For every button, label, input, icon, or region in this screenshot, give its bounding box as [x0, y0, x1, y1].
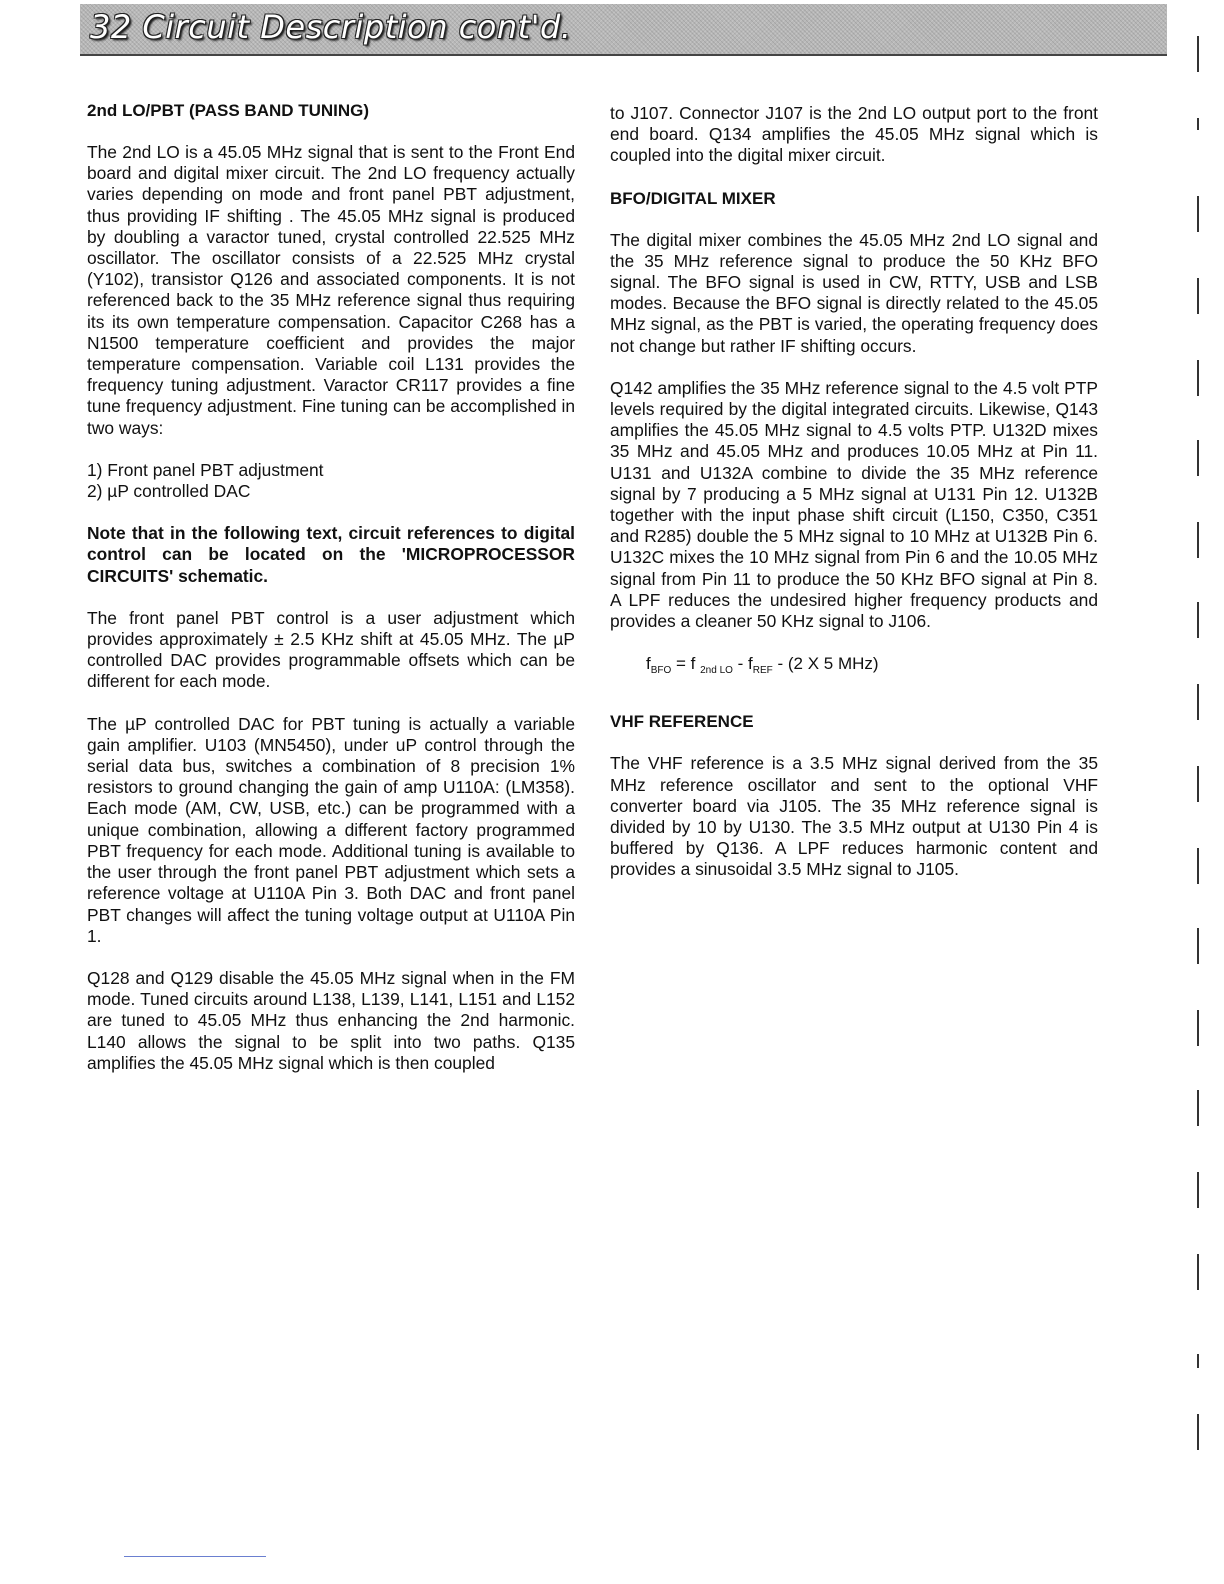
margin-scan-mark: [1197, 1172, 1199, 1208]
paragraph: to J107. Connector J107 is the 2nd LO output port to the front end board. Q134 amplifies the 45.05 MHz signal which is coupled into the digital mixer circuit.: [610, 103, 1098, 166]
paragraph: The front panel PBT control is a user adjustment which provides approximately ± 2.5 KHz shift at 45.05 MHz. The µP controlled DAC provides programmable offsets which can be different for each mode.: [87, 607, 575, 692]
paragraph: The VHF reference is a 3.5 MHz signal derived from the 35 MHz reference oscillator and sent to the optional VHF converter board via J105. The 35 MHz reference signal is divided by 10 by U130. The 3.5 MHz output at U130 Pin 4 is buffered by Q136. A LPF reduces harmonic content and provides a sinusoidal 3.5 MHz signal to J105.: [610, 753, 1098, 880]
margin-scan-mark: [1197, 360, 1199, 396]
list-item: 2) µP controlled DAC: [87, 481, 251, 502]
paragraph: The µP controlled DAC for PBT tuning is actually a variable gain amplifier. U103 (MN5450), under uP control through the serial data bus, switches a combination of 8 precision 1% resistors to ground changing the gain of amp U110A: (LM358). Each mode (AM, CW, USB, etc.) can be programmed with a unique combination, allowing a different factory programmed PBT frequency for each mode. Additional tuning is available to the user through the front panel PBT adjustment which sets a reference voltage at U110A Pin 3. Both DAC and front panel PBT changes will affect the tuning voltage output at U110A Pin 1.: [87, 713, 575, 946]
heading-bfo-digital-mixer: BFO/DIGITAL MIXER: [610, 188, 776, 208]
margin-scan-mark: [1197, 36, 1199, 72]
margin-scan-mark: [1197, 602, 1199, 638]
formula-symbol: f: [748, 654, 753, 674]
bfo-formula: [646, 653, 1098, 681]
formula-operator: -: [732, 654, 749, 674]
formula-operator: =: [671, 654, 691, 674]
schematic-note: Note that in the following text, circuit references to digital control can be located on the 'MICROPROCESSOR CIRCUITS' schematic.: [87, 523, 575, 586]
heading-vhf-reference: VHF REFERENCE: [610, 712, 754, 732]
formula-symbol: f: [690, 654, 701, 674]
margin-scan-mark: [1197, 440, 1199, 476]
footer-rule: [124, 1556, 266, 1557]
margin-scan-mark: [1197, 684, 1199, 720]
formula-tail: - (2 X 5 MHz): [772, 654, 879, 674]
margin-scan-mark: [1197, 118, 1199, 130]
margin-scan-mark: [1197, 1354, 1199, 1368]
margin-scan-mark: [1197, 1010, 1199, 1046]
margin-scan-mark: [1197, 278, 1199, 314]
margin-scan-mark: [1197, 522, 1199, 558]
formula-subscript: REF: [752, 665, 773, 677]
paragraph: Q128 and Q129 disable the 45.05 MHz signal when in the FM mode. Tuned circuits around L138, L139, L141, L151 and L152 are tuned to 45.05 MHz thus enhancing the 2nd harmonic. L140 allows the signal to be split into two paths. Q135 amplifies the 45.05 MHz signal which is then coupled: [87, 967, 575, 1073]
page-title: 32 Circuit Description cont'd.: [90, 8, 572, 46]
right-column: [610, 103, 1098, 902]
margin-scan-mark: [1197, 1254, 1199, 1290]
left-column: [87, 100, 575, 1095]
formula-symbol: f: [646, 654, 651, 674]
margin-scan-mark: [1197, 848, 1199, 884]
paragraph: The 2nd LO is a 45.05 MHz signal that is sent to the Front End board and digital mixer circuit. The 2nd LO frequency actually varies depending on mode and front panel PBT adjustment, thus providing IF shifting . The 45.05 MHz signal is produced by doubling a varactor tuned, crystal controlled 22.525 MHz oscillator. The oscillator consists of a 22.525 MHz crystal (Y102), transistor Q126 and associated components. It is not referenced back to the 35 MHz reference signal thus requiring its its own temperature compensation. Capacitor C268 has a N1500 temperature coefficient and provides the major temperature compensation. Variable coil L131 provides the frequency tuning adjustment. Varactor CR117 provides a fine tune frequency adjustment. Fine tuning can be accomplished in two ways:: [87, 142, 575, 438]
margin-scan-mark: [1197, 1414, 1199, 1450]
margin-scan-mark: [1197, 1090, 1199, 1126]
margin-scan-mark: [1197, 196, 1199, 232]
header-banner: [80, 4, 1167, 56]
margin-scan-mark: [1197, 766, 1199, 802]
margin-scan-mark: [1197, 928, 1199, 964]
formula-subscript: 2nd LO: [700, 665, 733, 677]
list-item: 1) Front panel PBT adjustment: [87, 459, 324, 480]
formula-subscript: BFO: [650, 665, 672, 677]
heading-2nd-lo-pbt: 2nd LO/PBT (PASS BAND TUNING): [87, 101, 370, 120]
paragraph: The digital mixer combines the 45.05 MHz 2nd LO signal and the 35 MHz reference signal to produce the 50 KHz BFO signal. The BFO signal is used in CW, RTTY, USB and LSB modes. Because the BFO signal is directly related to the 45.05 MHz signal, as the PBT is varied, the operating frequency does not change but rather IF shifting occurs.: [610, 229, 1098, 356]
paragraph: Q142 amplifies the 35 MHz reference signal to the 4.5 volt PTP levels required by the digital integrated circuits. Likewise, Q143 amplifies the 45.05 MHz signal to 4.5 volts PTP. U132D mixes 35 MHz and 45.05 MHz and produces 10.05 MHz at Pin 11. U131 and U132A combine to divide the 35 MHz reference signal by 7 producing a 5 MHz signal at U131 Pin 12. U132B together with the input phase shift circuit (L150, C350, C351 and R285) double the 5 MHz signal to 10 MHz at U132B Pin 6. U132C mixes the 10 MHz signal from Pin 6 and the 10.05 MHz signal from Pin 11 to produce the 50 KHz BFO signal at Pin 8. A LPF reduces the undesired higher frequency products and provides a cleaner 50 KHz signal to J106.: [610, 377, 1098, 632]
